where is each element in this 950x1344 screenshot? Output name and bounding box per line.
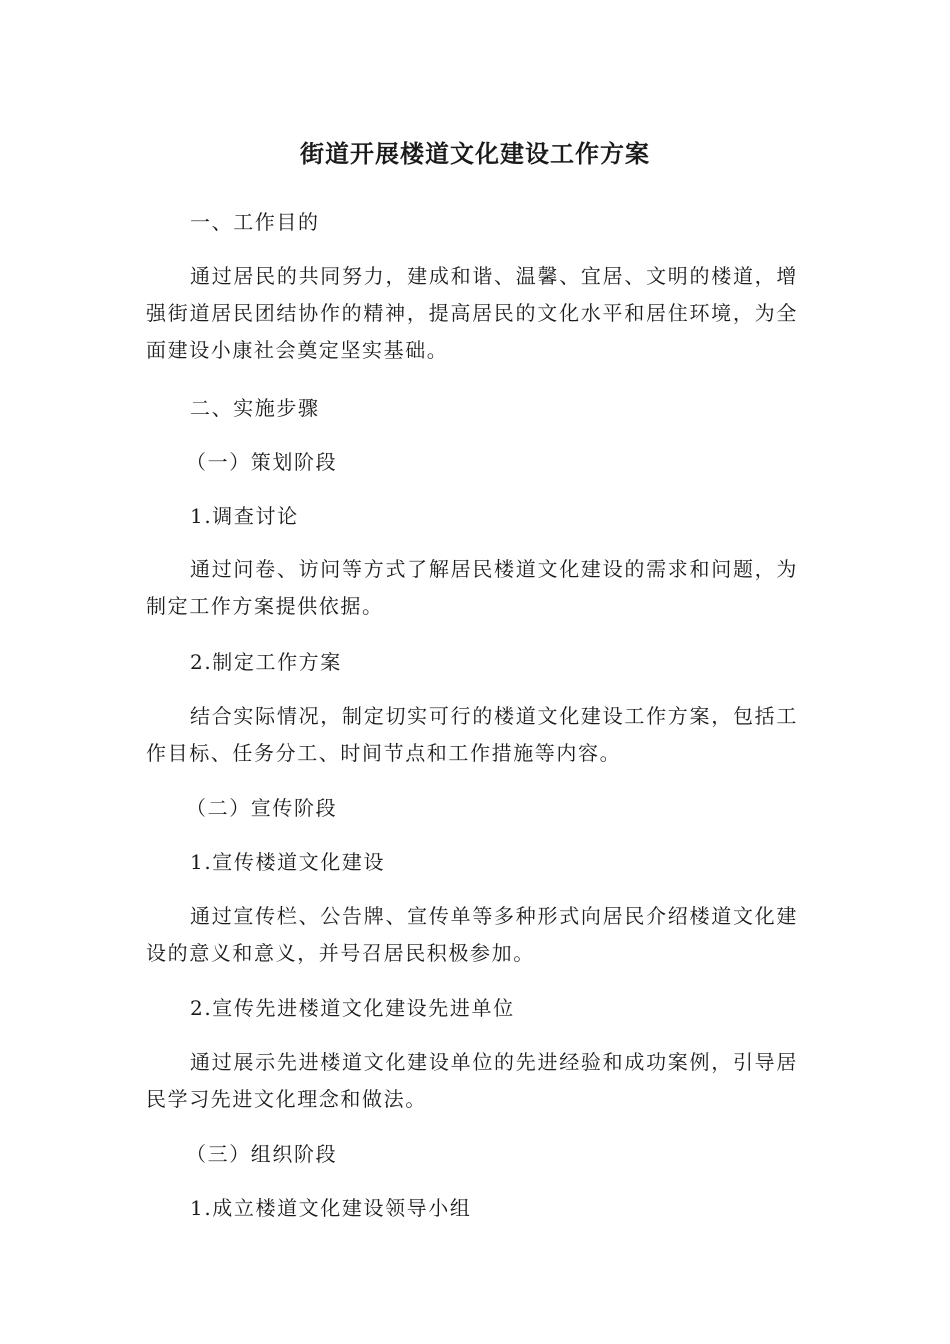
- item-heading-plan: 2.制定工作方案: [190, 650, 342, 674]
- paragraph-promote: 通过宣传栏、公告牌、宣传单等多种形式向居民介绍楼道文化建设的意义和意义，并号召居民积极参加。: [146, 904, 798, 965]
- section-heading-steps: 二、实施步骤: [190, 396, 320, 420]
- subsection-heading-planning: （一）策划阶段: [186, 450, 338, 474]
- subsection-heading-organization: （三）组织阶段: [186, 1142, 338, 1166]
- paragraph-survey: 通过问卷、访问等方式了解居民楼道文化建设的需求和问题，为制定工作方案提供依据。: [146, 557, 798, 618]
- subsection-heading-publicity: （二）宣传阶段: [186, 796, 338, 820]
- paragraph-purpose: 通过居民的共同努力，建成和谐、温馨、宜居、文明的楼道，增强街道居民团结协作的精神，提高居民的文化水平和居住环境，为全面建设小康社会奠定坚实基础。: [146, 264, 798, 362]
- document-title: 街道开展楼道文化建设工作方案: [300, 140, 650, 168]
- item-heading-promote: 1.宣传楼道文化建设: [190, 850, 386, 874]
- item-heading-survey: 1.调查讨论: [190, 504, 299, 528]
- item-heading-advanced-units: 2.宣传先进楼道文化建设先进单位: [190, 996, 515, 1020]
- paragraph-advanced-units: 通过展示先进楼道文化建设单位的先进经验和成功案例，引导居民学习先进文化理念和做法。: [146, 1050, 798, 1111]
- paragraph-plan: 结合实际情况，制定切实可行的楼道文化建设工作方案，包括工作目标、任务分工、时间节点和工作措施等内容。: [146, 704, 798, 765]
- section-heading-purpose: 一、工作目的: [190, 210, 320, 234]
- item-heading-leadership-group: 1.成立楼道文化建设领导小组: [190, 1196, 472, 1220]
